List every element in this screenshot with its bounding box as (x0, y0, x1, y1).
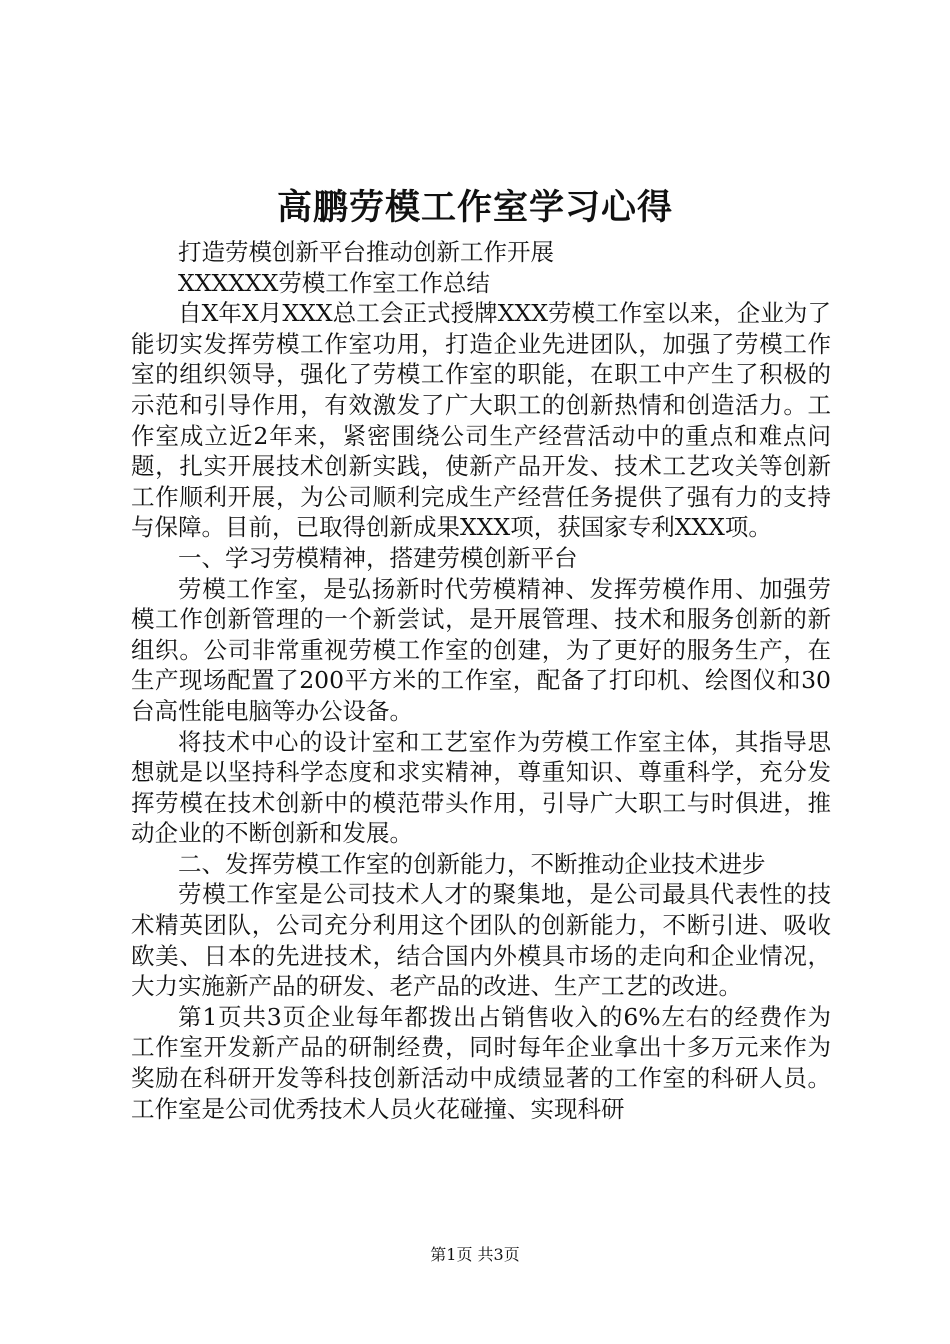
section-heading-2: 二、发挥劳模工作室的创新能力，不断推动企业技术进步 (178, 849, 766, 878)
paragraph-section-1-a: 劳模工作室，是弘扬新时代劳模精神、发挥劳模作用、加强劳模工作创新管理的一个新尝试，是开展管理、技术和服务创新的新组织。公司非常重视劳模工作室的创建，为了更好的服务生产，在生产现场配置了200平方米的工作室，配备了打印机、绘图仪和30台高性能电脑等办公设备。 (131, 574, 831, 725)
document-title: 高鹏劳模工作室学习心得 (276, 187, 673, 228)
paragraph-section-2-a: 劳模工作室是公司技术人才的聚集地，是公司最具代表性的技术精英团队，公司充分利用这个团队的创新能力，不断引进、吸收欧美、日本的先进技术，结合国内外模具市场的走向和企业情况，大力实施新产品的研发、老产品的改进、生产工艺的改进。 (131, 880, 831, 1001)
paragraph-subtitle: 打造劳模创新平台推动创新工作开展 (178, 238, 554, 266)
page-footer: 第1页 共3页 (430, 1245, 520, 1264)
paragraph-section-1-b: 将技术中心的设计室和工艺室作为劳模工作室主体，其指导思想就是以坚持科学态度和求实精神，尊重知识、尊重科学，充分发挥劳模在技术创新中的模范带头作用，引导广大职工与时俱进，推动企业的不断创新和发展。 (131, 727, 831, 848)
paragraph-section-2-b: 第1页共3页企业每年都拨出占销售收入的6%左右的经费作为工作室开发新产品的研制经费，同时每年企业拿出十多万元来作为奖励在科研开发等科技创新活动中成绩显著的工作室的科研人员。工作室是公司优秀技术人员火花碰撞、实现科研 (131, 1002, 831, 1123)
paragraph-summary-heading: XXXXXX劳模工作室工作总结 (178, 268, 490, 297)
section-heading-1: 一、学习劳模精神，搭建劳模创新平台 (178, 543, 578, 572)
paragraph-intro: 自X年X月XXX总工会正式授牌XXX劳模工作室以来，企业为了能切实发挥劳模工作室功用，打造企业先进团队，加强了劳模工作室的组织领导，强化了劳模工作室的职能，在职工中产生了积极的示范和引导作用，有效激发了广大职工的创新热情和创造活力。工作室成立近2年来，紧密围绕公司生产经营活动中的重点和难点问题，扎实开展技术创新实践，使新产品开发、技术工艺攻关等创新工作顺利开展，为公司顺利完成生产经营任务提供了强有力的支持与保障。目前，已取得创新成果XXX项，获国家专利XXX项。 (131, 299, 831, 542)
document-body (131, 237, 831, 1124)
